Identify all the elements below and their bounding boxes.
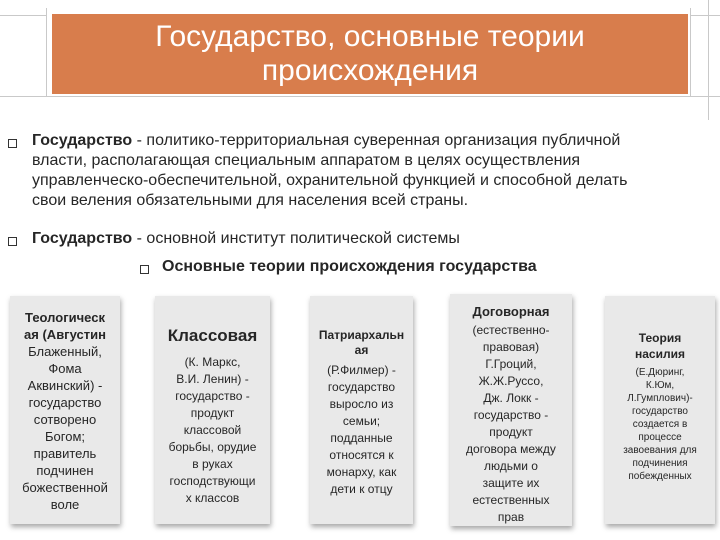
theory-line: (К. Маркс, — [184, 355, 241, 369]
theory-title — [314, 328, 409, 358]
theory-line: побежденных — [628, 471, 692, 482]
theory-line: в руках — [192, 457, 233, 471]
theory-line: (естественно- — [472, 323, 550, 337]
theory-title-line: ая — [354, 343, 369, 357]
theory-line: подчинен — [36, 463, 94, 478]
theory-line: правитель — [33, 446, 97, 461]
theory-line: естественных — [472, 493, 550, 507]
theory-line: государство - — [175, 389, 250, 403]
bullet-line: власти, располагающая специальным аппаратом в целях осуществления — [32, 152, 581, 169]
theory-body — [454, 322, 568, 526]
theory-line: продукт — [190, 406, 235, 420]
bullet-line: - основной институт политической системы — [132, 230, 460, 247]
theory-line: подданные — [330, 431, 393, 445]
frame-line — [690, 15, 720, 16]
bullet-line: - политико-территориальная суверенная организация публичной — [132, 132, 621, 149]
bullet-square-icon — [8, 139, 17, 148]
title-banner — [52, 14, 688, 94]
theory-line: создается в — [632, 419, 688, 430]
theory-title — [609, 330, 711, 362]
theory-line: относятся к — [329, 448, 394, 462]
theory-line: государство — [632, 406, 688, 417]
frame-line — [0, 15, 46, 16]
theory-line: государство - — [473, 408, 549, 422]
theory-line: людьми о — [484, 459, 538, 473]
theory-line: государство — [28, 395, 102, 410]
theory-line: Дж. Локк - — [483, 391, 539, 405]
theory-line: классовой — [183, 423, 242, 437]
theory-card-class — [155, 296, 270, 524]
bullet-term: Государство — [32, 230, 133, 247]
theory-title-line: Патриархальн — [318, 328, 405, 342]
bullet-line: свои веления обязательными для населения всей страны. — [32, 192, 469, 209]
theory-card-patriarchal — [310, 296, 413, 524]
theory-line: дети к отцу — [330, 482, 393, 496]
theory-title: Классовая — [167, 326, 258, 345]
theories-subheading: Основные теории происхождения государства — [162, 258, 537, 275]
theory-line: договора между — [466, 442, 556, 456]
bullet-line: управленческо-обеспечительной, охранительной функцией и способной делать — [32, 172, 628, 189]
theory-line: В.И. Ленин) - — [176, 372, 249, 386]
theory-line: Блаженный, — [28, 344, 102, 359]
theory-line: воле — [50, 497, 80, 512]
theory-line: (Р.Филмер) - — [327, 363, 396, 377]
theory-body — [609, 366, 711, 483]
theory-line: продукт — [489, 425, 533, 439]
bullet-term: Государство — [32, 132, 133, 149]
frame-line — [690, 8, 691, 96]
page-title-line-2: происхождения — [261, 54, 479, 87]
bullet-square-icon — [140, 265, 149, 274]
theory-line: выросло из — [329, 397, 394, 411]
frame-line — [0, 96, 720, 97]
theory-body — [14, 326, 116, 513]
definition-bullet — [32, 131, 712, 211]
institution-bullet — [32, 229, 712, 249]
theory-body — [314, 362, 409, 498]
theory-line: подчинения — [632, 458, 688, 469]
page-title-line-1: Государство, основные теории — [155, 20, 585, 53]
theory-title: Договорная — [472, 304, 550, 319]
theory-line: сотворено — [33, 412, 97, 427]
theory-line: защите их — [482, 476, 540, 490]
theory-line: Фома — [48, 361, 82, 376]
theory-body — [159, 354, 266, 507]
theory-line: Г.Гроций, — [485, 357, 537, 371]
theory-line: борьбы, орудие — [168, 440, 257, 454]
theory-card-violence — [605, 296, 715, 524]
theory-line: Л.Гумплович)- — [627, 393, 693, 404]
theory-line: прав — [497, 510, 525, 524]
theory-line: (Е.Дюринг, — [635, 367, 685, 378]
theory-line: государство — [327, 380, 396, 394]
theory-title: Теологическ — [25, 310, 105, 325]
theory-line: монарху, как — [326, 465, 397, 479]
theory-line: процессе — [638, 432, 682, 443]
theory-line: правовая) — [482, 340, 540, 354]
theory-line: Аквинский) - — [27, 378, 103, 393]
theory-line: семьи; — [342, 414, 381, 428]
frame-line — [46, 8, 47, 96]
theory-title-line: Теория — [638, 331, 682, 345]
theory-card-contract — [450, 294, 572, 526]
theory-line: завоевания для — [623, 445, 697, 456]
theory-line: х классов — [185, 491, 240, 505]
theory-line: Богом; — [45, 429, 85, 444]
frame-line — [708, 0, 709, 120]
theory-card-theological — [10, 296, 120, 524]
theory-line: ая (Августин — [24, 327, 106, 342]
theory-title-line: насилия — [635, 347, 685, 361]
theory-line: Ж.Ж.Руссо, — [478, 374, 544, 388]
theory-line: К.Юм, — [645, 380, 675, 391]
theory-line: божественной — [22, 480, 108, 495]
bullet-square-icon — [8, 237, 17, 246]
theory-line: господствующи — [169, 474, 256, 488]
